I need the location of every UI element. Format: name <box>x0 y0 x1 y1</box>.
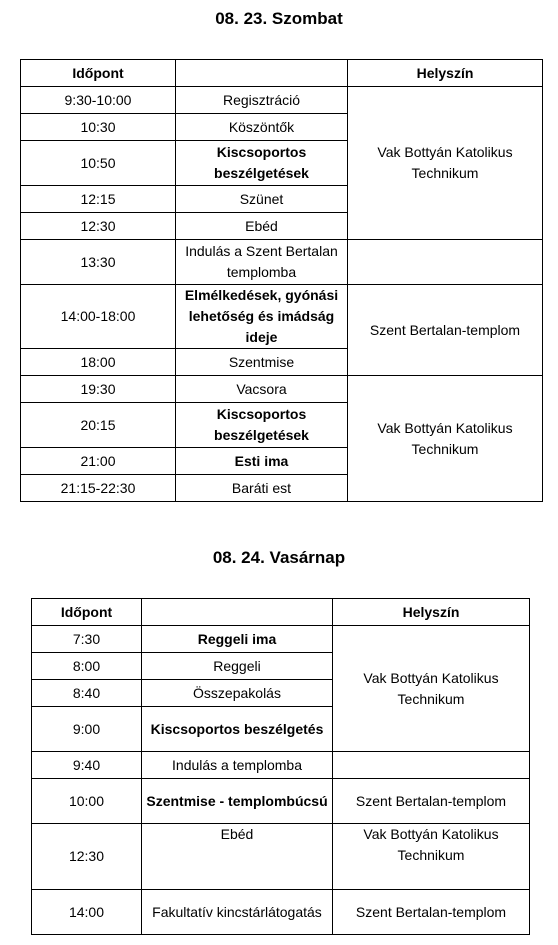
row-event: Kiscsoportos beszélgetések <box>176 403 348 448</box>
header-event <box>176 60 348 87</box>
header-location: Helyszín <box>348 60 543 87</box>
row-time: 12:30 <box>32 824 142 890</box>
row-time: 21:15-22:30 <box>21 475 176 502</box>
row-event: Összepakolás <box>142 680 333 707</box>
table-row <box>21 240 543 285</box>
table-row <box>32 890 530 935</box>
row-event: Ebéd <box>176 213 348 240</box>
row-location: Szent Bertalan-templom <box>333 890 530 935</box>
row-event: Fakultatív kincstárlátogatás <box>142 890 333 935</box>
row-event: Szentmise - templombúcsú <box>142 779 333 824</box>
row-time: 9:00 <box>32 707 142 752</box>
header-time: Időpont <box>21 60 176 87</box>
table-row <box>32 824 530 890</box>
row-time: 10:30 <box>21 114 176 141</box>
row-event: Ebéd <box>142 824 333 890</box>
row-location: Szent Bertalan-templom <box>348 285 543 376</box>
row-event: Reggeli <box>142 653 333 680</box>
header-location: Helyszín <box>333 599 530 626</box>
row-event: Szünet <box>176 186 348 213</box>
row-event: Köszöntők <box>176 114 348 141</box>
table-row <box>21 285 543 349</box>
row-time: 10:00 <box>32 779 142 824</box>
table-row <box>32 779 530 824</box>
row-time: 12:30 <box>21 213 176 240</box>
row-location: Vak Bottyán Katolikus Technikum <box>348 87 543 240</box>
row-time: 8:00 <box>32 653 142 680</box>
table-row <box>32 752 530 779</box>
row-event: Kiscsoportos beszélgetés <box>142 707 333 752</box>
row-event: Baráti est <box>176 475 348 502</box>
row-time: 19:30 <box>21 376 176 403</box>
table-row <box>32 626 530 653</box>
row-time: 13:30 <box>21 240 176 285</box>
table-row <box>21 87 543 114</box>
row-time: 20:15 <box>21 403 176 448</box>
row-time: 8:40 <box>32 680 142 707</box>
day2-schedule-table <box>31 598 530 935</box>
row-time: 14:00 <box>32 890 142 935</box>
row-event: Szentmise <box>176 349 348 376</box>
row-location: Vak Bottyán Katolikus Technikum <box>333 824 530 890</box>
row-event: Indulás a templomba <box>142 752 333 779</box>
header-event <box>142 599 333 626</box>
row-time: 21:00 <box>21 448 176 475</box>
row-location <box>333 752 530 779</box>
row-time: 9:30-10:00 <box>21 87 176 114</box>
row-time: 7:30 <box>32 626 142 653</box>
row-event: Regisztráció <box>176 87 348 114</box>
table-header-row <box>21 60 543 87</box>
row-time: 10:50 <box>21 141 176 186</box>
row-time: 9:40 <box>32 752 142 779</box>
day2-title: 08. 24. Vasárnap <box>212 548 346 567</box>
row-event: Reggeli ima <box>142 626 333 653</box>
row-location: Szent Bertalan-templom <box>333 779 530 824</box>
row-location <box>348 240 543 285</box>
day1-title: 08. 23. Szombat <box>215 9 343 28</box>
day1-schedule-table <box>20 59 543 502</box>
header-time: Időpont <box>32 599 142 626</box>
row-event: Indulás a Szent Bertalan templomba <box>176 240 348 285</box>
row-event: Esti ima <box>176 448 348 475</box>
table-header-row <box>32 599 530 626</box>
row-event: Vacsora <box>176 376 348 403</box>
row-location: Vak Bottyán Katolikus Technikum <box>348 376 543 502</box>
table-row <box>21 376 543 403</box>
row-location: Vak Bottyán Katolikus Technikum <box>333 626 530 752</box>
row-event: Elmélkedések, gyónási lehetőség és imádság ideje <box>176 285 348 349</box>
row-time: 14:00-18:00 <box>21 285 176 349</box>
row-time: 12:15 <box>21 186 176 213</box>
row-time: 18:00 <box>21 349 176 376</box>
row-event: Kiscsoportos beszélgetések <box>176 141 348 186</box>
